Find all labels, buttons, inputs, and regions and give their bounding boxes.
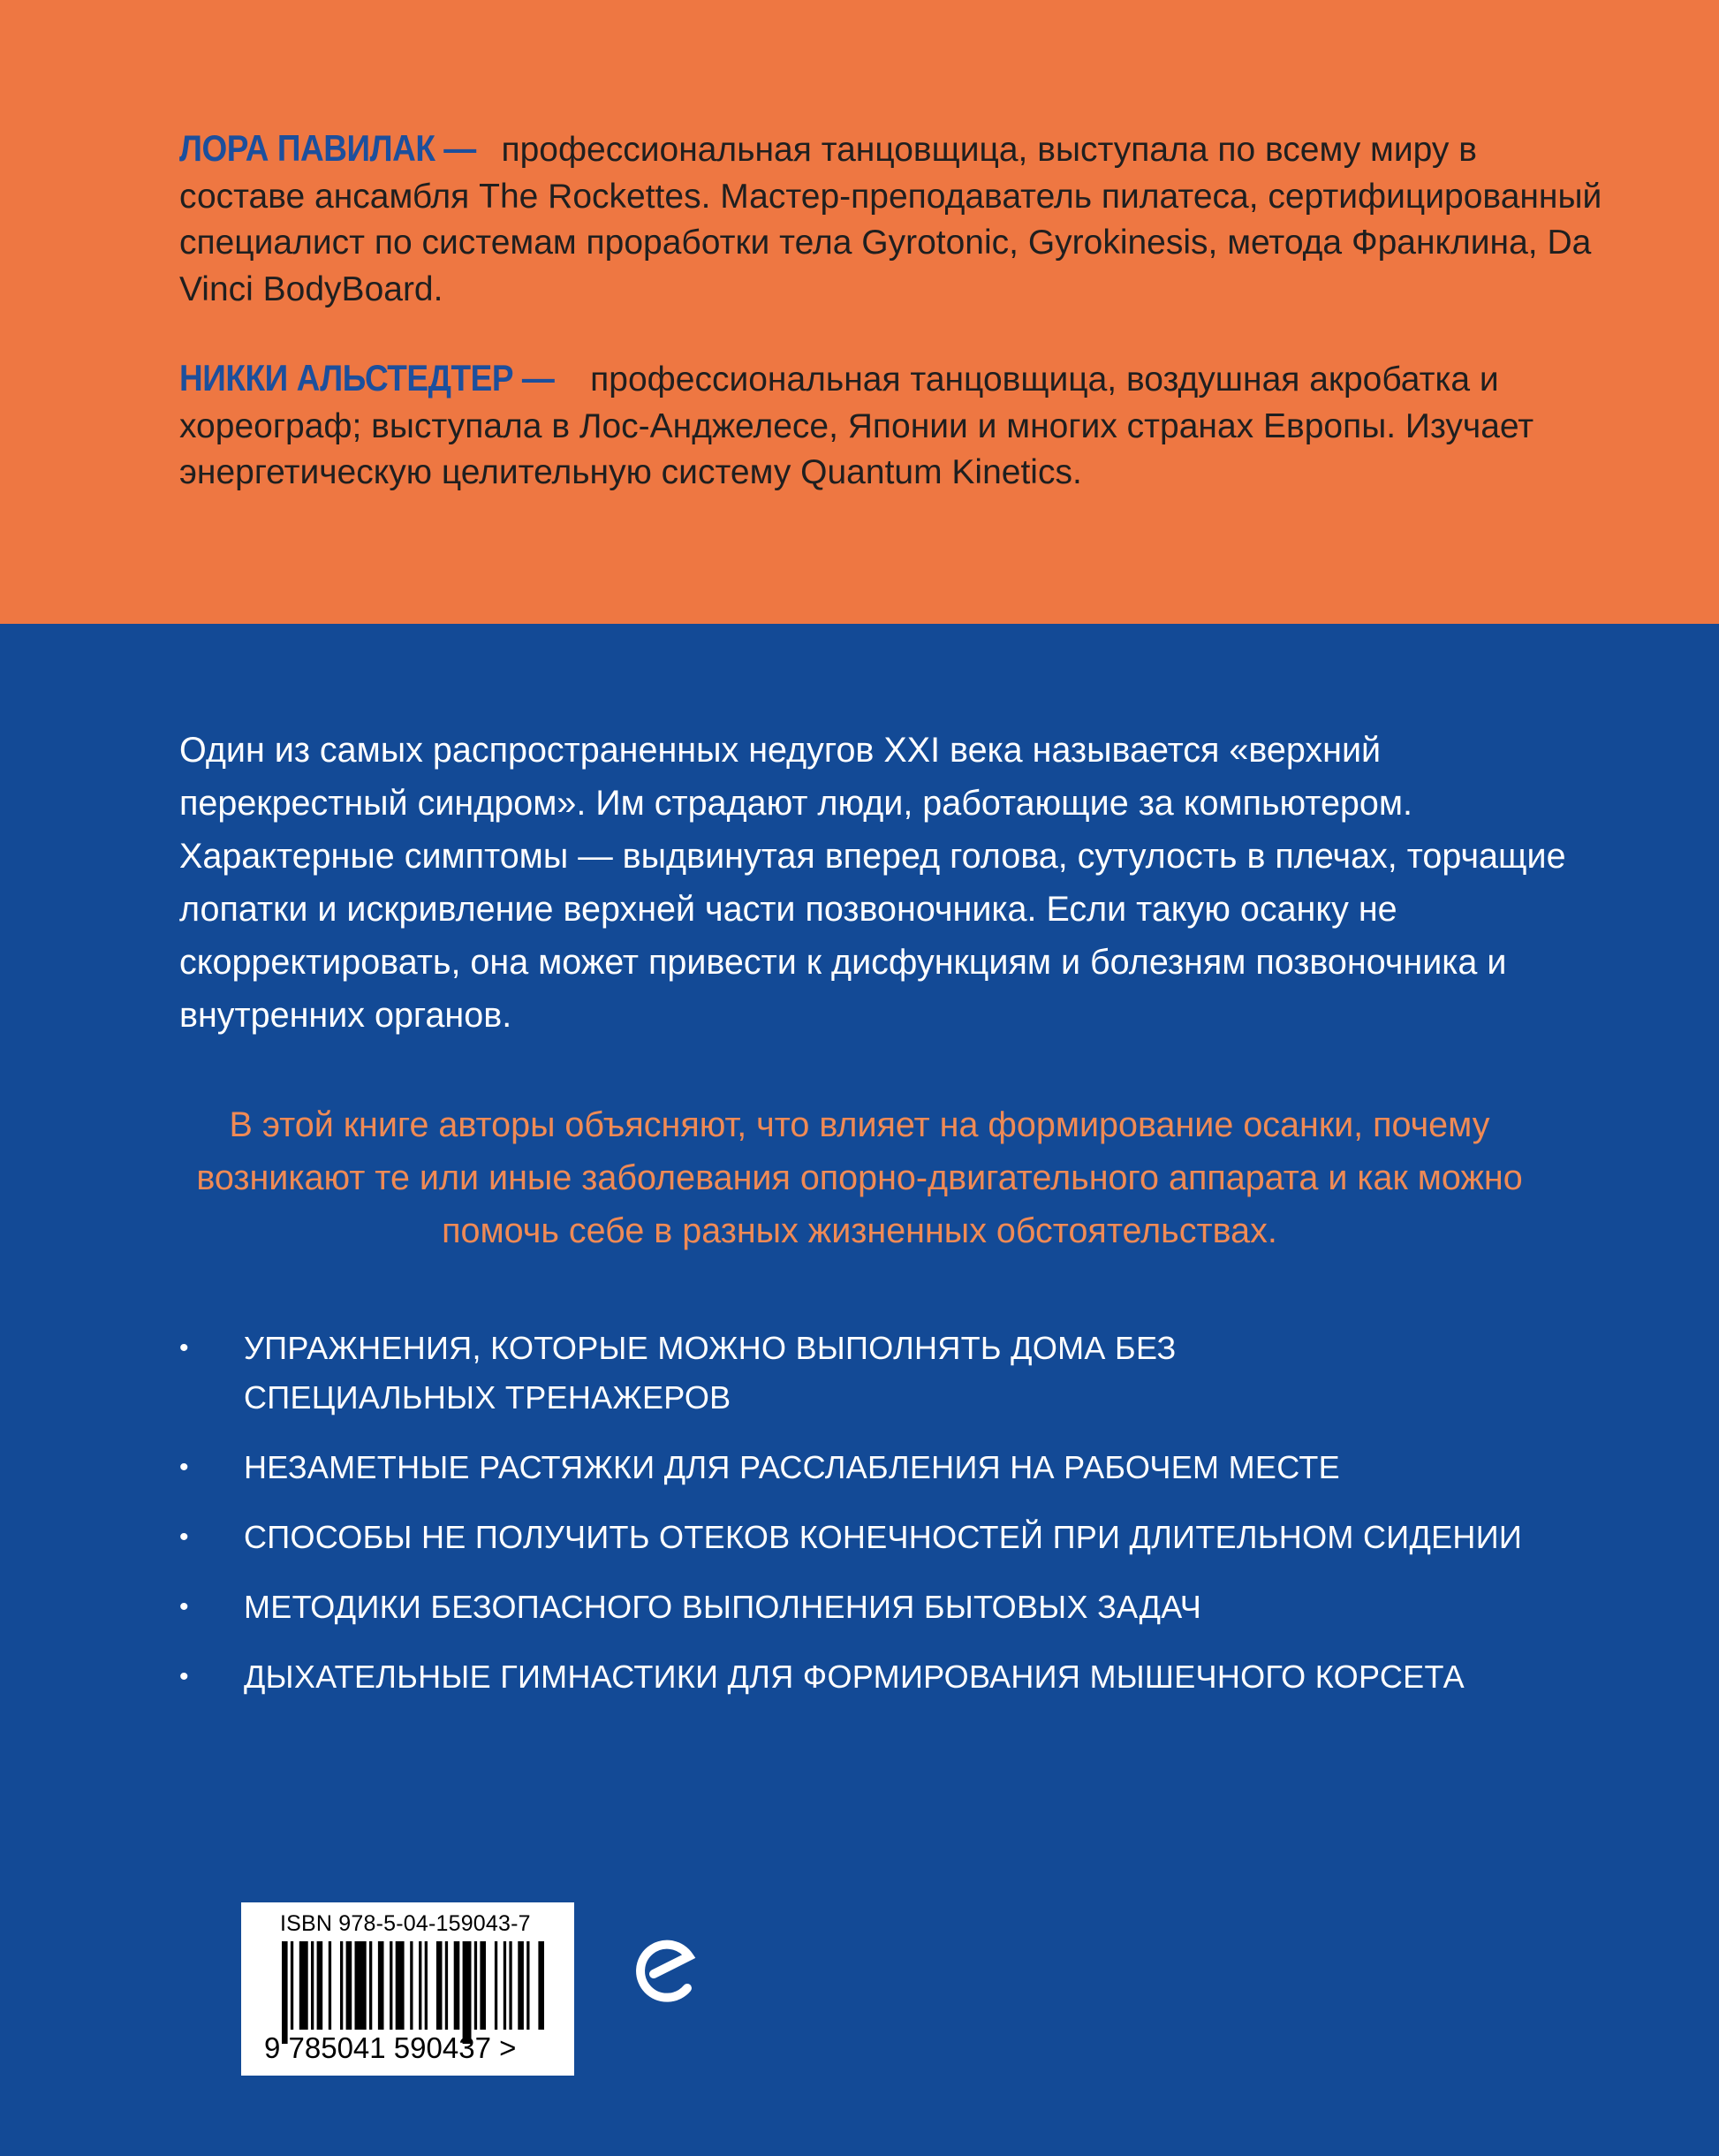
barcode-bar xyxy=(291,1941,293,2030)
barcode-bar xyxy=(509,1941,511,2030)
feature-item xyxy=(179,1324,1663,1423)
barcode-bar xyxy=(378,1941,384,2030)
author-bio-2 xyxy=(179,355,1610,497)
barcode-bar xyxy=(346,1941,352,2030)
barcode-bar xyxy=(518,1941,524,2030)
barcode-bar xyxy=(311,1941,314,2030)
barcode-bar xyxy=(463,1941,472,2044)
barcode-bar xyxy=(495,1941,497,2030)
feature-text-4: МЕТОДИКИ БЕЗОПАСНОГО ВЫПОЛНЕНИЯ БЫТОВЫХ ЗАДАЧ xyxy=(244,1589,1202,1625)
bullet-icon: • xyxy=(179,1453,189,1482)
author-name-1: ЛОРА ПАВИЛАК — xyxy=(179,127,476,169)
barcode-bar xyxy=(390,1941,392,2030)
barcode-bar xyxy=(396,1941,405,2030)
barcode-bar xyxy=(454,1941,460,2030)
isbn-text: ISBN 978-5-04-159043-7 xyxy=(280,1911,531,1936)
barcode-bar xyxy=(282,1941,288,2044)
feature-item xyxy=(179,1652,1663,1702)
author-text-2: профессиональная танцовщица, воздушная акробатка и хореограф; выступала в Лос-Анджелесе, Японии и многих странах Европы. Изучает энергетическую целительную систему Quantum Kinetics. xyxy=(179,361,1534,491)
barcode-bar xyxy=(445,1941,448,2030)
author-name-2: НИККИ АЛЬСТЕДТЕР — xyxy=(179,357,555,399)
barcode-bar xyxy=(329,1941,331,2030)
barcode-digits: 9 785041 590437 > xyxy=(264,2031,517,2064)
bullet-icon: • xyxy=(179,1592,189,1621)
bullet-icon: • xyxy=(179,1522,189,1552)
barcode-bar xyxy=(355,1941,367,2030)
intro-paragraph: Один из самых распространенных недугов XXI века называется «верхний перекрестный синдром». Им страдают люди, работающие за компьютером. Характерные симптомы — выдвинутая вперед голова, сутулость в плечах, торчащие лопатки и искривление верхней части позвоночника. Если такую осанку не скорректировать, она может привести к дисфункциям и болезням позвоночника и внутренних органов. xyxy=(179,731,1566,1035)
bullet-icon: • xyxy=(179,1662,189,1691)
barcode-bar xyxy=(474,1941,477,2030)
author-bio-1 xyxy=(179,125,1610,313)
feature-text-2: НЕЗАМЕТНЫЕ РАСТЯЖКИ ДЛЯ РАССЛАБЛЕНИЯ НА РАБОЧЕМ МЕСТЕ xyxy=(244,1449,1340,1485)
barcode-bar xyxy=(410,1941,413,2030)
barcode-bar xyxy=(317,1941,323,2030)
barcode-bar xyxy=(436,1941,443,2030)
barcode-bar xyxy=(526,1941,529,2030)
feature-item xyxy=(179,1583,1663,1632)
barcode-bar xyxy=(299,1941,308,2030)
barcode-bar xyxy=(480,1941,486,2030)
feature-item xyxy=(179,1443,1663,1492)
feature-text-5: ДЫХАТЕЛЬНЫЕ ГИМНАСТИКИ ДЛЯ ФОРМИРОВАНИЯ МЫШЕЧНОГО КОРСЕТА xyxy=(244,1659,1465,1695)
barcode-bar xyxy=(504,1941,506,2030)
feature-text-3: СПОСОБЫ НЕ ПОЛУЧИТЬ ОТЕКОВ КОНЕЧНОСТЕЙ ПРИ ДЛИТЕЛЬНОМ СИДЕНИИ xyxy=(244,1519,1523,1555)
barcode-bar xyxy=(340,1941,343,2030)
barcode-box xyxy=(241,1902,574,2076)
barcode-bar xyxy=(369,1941,372,2030)
barcode-bar xyxy=(425,1941,428,2030)
highlight-paragraph: В этой книге авторы объясняют, что влияет на формирование осанки, почему возникают те или иные заболевания опорно-двигательного аппарата и как можно помочь себе в разных жизненных обстоятельствах. xyxy=(196,1105,1523,1250)
feature-text-1: УПРАЖНЕНИЯ, КОТОРЫЕ МОЖНО ВЫПОЛНЯТЬ ДОМА БЕЗ СПЕЦИАЛЬНЫХ ТРЕНАЖЕРОВ xyxy=(244,1330,1177,1416)
barcode-bar xyxy=(538,1941,544,2030)
feature-list xyxy=(179,1324,1663,1702)
author-text-1: профессиональная танцовщица, выступала по всему миру в составе ансамбля The Rockettes. Мастер-преподаватель пилатеса, сертифицированный специалист по системам проработки тела Gyrotonic, Gyrokinesis, метода Франклина, Da Vinci BodyBoard. xyxy=(179,131,1602,308)
bullet-icon: • xyxy=(179,1333,189,1363)
barcode-bar xyxy=(419,1941,421,2030)
publisher-logo-icon xyxy=(636,1935,696,2004)
feature-item xyxy=(179,1513,1663,1562)
